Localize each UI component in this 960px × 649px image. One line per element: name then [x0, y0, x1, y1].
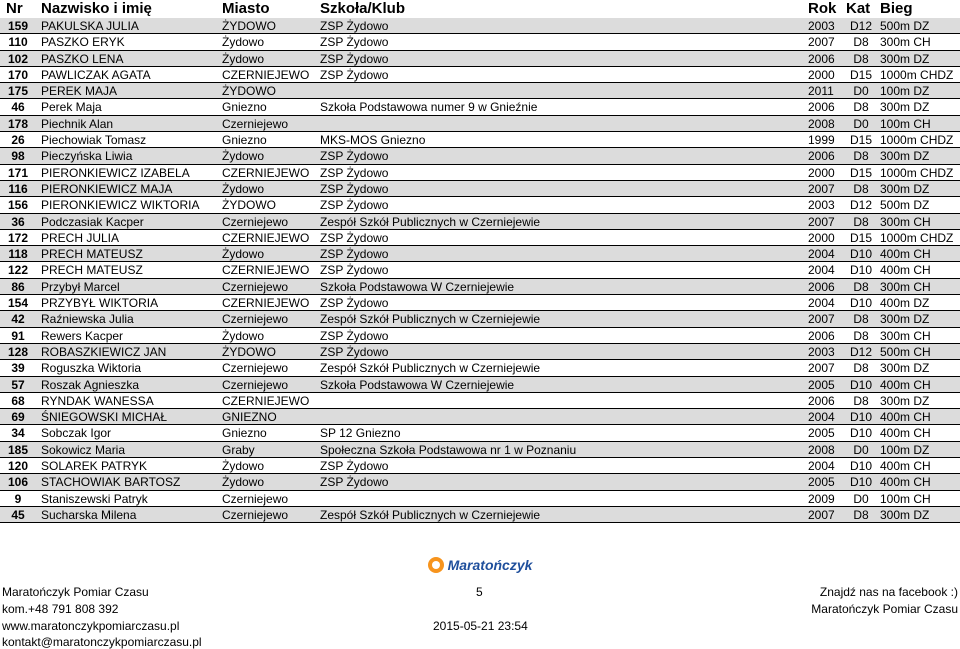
table-row [0, 344, 960, 360]
row-race: 400m CH [880, 459, 931, 474]
table-row [0, 474, 960, 490]
row-club: ZSP Żydowo [320, 198, 389, 213]
row-year: 2000 [808, 230, 835, 245]
row-year: 2007 [808, 181, 835, 196]
header-name: Nazwisko i imię [41, 0, 152, 17]
row-name: Podczasiak Kacper [41, 214, 144, 229]
table-row [0, 230, 960, 246]
row-year: 2007 [808, 361, 835, 376]
footer-page-number: 5 [476, 585, 483, 599]
row-year: 2004 [808, 296, 835, 311]
row-race: 100m DZ [880, 442, 930, 457]
table-row [0, 393, 960, 409]
row-nr: 9 [14, 491, 22, 506]
row-nr: 122 [7, 263, 29, 278]
row-city: Czerniejewo [222, 116, 289, 131]
row-name: Piechnik Alan [41, 116, 114, 131]
row-nr: 172 [7, 230, 29, 245]
row-year: 2007 [808, 214, 835, 229]
row-nr: 91 [11, 328, 25, 343]
row-city: Żydowo [222, 51, 265, 66]
row-city: Żydowo [222, 247, 265, 262]
row-name: PEREK MAJA [41, 84, 118, 99]
table-row [0, 18, 960, 34]
row-name: Pieczyńska Liwia [41, 149, 133, 164]
row-category: D0 [853, 84, 869, 99]
row-club: ZSP Żydowo [320, 19, 389, 33]
row-nr: 156 [7, 198, 29, 213]
row-year: 2008 [808, 442, 835, 457]
row-race: 300m DZ [880, 507, 930, 522]
header-kat: Kat [846, 0, 871, 17]
row-race: 400m CH [880, 426, 931, 441]
row-category: D8 [853, 214, 869, 229]
header-rok: Rok [808, 0, 837, 17]
row-club: Zespół Szkół Publicznych w Czerniejewie [320, 507, 541, 522]
row-nr: 116 [8, 181, 28, 196]
row-club: Szkoła Podstawowa numer 9 w Gnieźnie [320, 100, 538, 115]
row-club: SP 12 Gniezno [320, 426, 401, 441]
table-row [0, 214, 960, 230]
row-year: 2006 [808, 149, 835, 164]
row-city: Żydowo [222, 181, 265, 196]
row-name: PIERONKIEWICZ MAJA [41, 181, 173, 196]
row-race: 400m CH [880, 263, 931, 278]
row-race: 300m CH [880, 214, 931, 229]
row-club: ZSP Żydowo [320, 181, 389, 196]
row-category: D8 [853, 51, 869, 66]
row-category: D15 [849, 230, 872, 245]
row-club: ZSP Żydowo [320, 296, 389, 311]
row-year: 2003 [808, 19, 835, 33]
row-race: 400m CH [880, 475, 931, 490]
footer-website[interactable]: www.maratonczykpomiarczasu.pl [2, 619, 180, 633]
row-year: 2007 [808, 312, 835, 327]
row-city: Czerniejewo [222, 214, 289, 229]
row-city: ŻYDOWO [222, 84, 276, 99]
row-year: 2006 [808, 100, 835, 115]
table-row [0, 295, 960, 311]
row-race: 1000m CHDZ [880, 67, 954, 82]
row-nr: 39 [11, 361, 25, 376]
table-row [0, 83, 960, 99]
row-club: Szkoła Podstawowa W Czerniejewie [320, 377, 515, 392]
row-city: GNIEZNO [222, 410, 277, 425]
table-row [0, 99, 960, 115]
row-category: D8 [853, 328, 869, 343]
row-year: 2008 [808, 116, 835, 131]
row-city: CZERNIEJEWO [222, 263, 310, 278]
row-race: 400m CH [880, 410, 931, 425]
row-nr: 170 [7, 67, 29, 82]
row-race: 300m CH [880, 328, 931, 343]
row-race: 1000m CHDZ [880, 133, 954, 148]
table-row [0, 377, 960, 393]
row-nr: 185 [7, 442, 29, 457]
row-city: Czerniejewo [222, 279, 289, 294]
row-year: 2003 [808, 198, 835, 213]
row-city: CZERNIEJEWO [222, 67, 310, 82]
row-race: 300m CH [880, 35, 931, 50]
row-city: Gniezno [222, 133, 267, 148]
row-nr: 178 [7, 116, 29, 131]
table-row [0, 246, 960, 262]
row-city: CZERNIEJEWO [222, 296, 310, 311]
footer-phone: kom.+48 791 808 392 [2, 602, 119, 616]
row-race: 300m DZ [880, 181, 930, 196]
row-city: Czerniejewo [222, 312, 289, 327]
row-year: 2005 [808, 426, 835, 441]
row-year: 2004 [808, 459, 835, 474]
row-nr: 118 [8, 247, 28, 262]
table-row [0, 181, 960, 197]
row-category: D8 [853, 312, 869, 327]
row-nr: 171 [7, 165, 29, 180]
row-name: Roguszka Wiktoria [41, 361, 142, 376]
header-nr: Nr [6, 0, 23, 17]
row-year: 2000 [808, 165, 835, 180]
row-race: 500m CH [880, 344, 931, 359]
row-name: Przybył Marcel [41, 279, 120, 294]
row-nr: 45 [11, 507, 25, 522]
row-club: Społeczna Szkoła Podstawowa nr 1 w Poznaniu [320, 442, 577, 457]
row-category: D0 [853, 116, 869, 131]
row-club: ZSP Żydowo [320, 165, 389, 180]
row-year: 2004 [808, 263, 835, 278]
row-race: 100m CH [880, 491, 931, 506]
row-name: STACHOWIAK BARTOSZ [41, 475, 181, 490]
table-row [0, 116, 960, 132]
table-row [0, 51, 960, 67]
row-race: 400m CH [880, 377, 931, 392]
row-city: Czerniejewo [222, 491, 289, 506]
row-club: ZSP Żydowo [320, 149, 389, 164]
row-category: D8 [853, 279, 869, 294]
row-club: Zespół Szkół Publicznych w Czerniejewie [320, 312, 541, 327]
row-name: PIERONKIEWICZ WIKTORIA [41, 198, 200, 213]
row-nr: 106 [7, 475, 29, 490]
row-city: ŻYDOWO [222, 344, 276, 359]
row-category: D15 [849, 165, 872, 180]
row-category: D0 [853, 442, 869, 457]
row-nr: 26 [11, 133, 25, 148]
row-race: 1000m CHDZ [880, 165, 954, 180]
row-club: ZSP Żydowo [320, 263, 389, 278]
row-race: 300m DZ [880, 51, 930, 66]
row-race: 500m DZ [880, 19, 930, 33]
row-name: Raźniewska Julia [41, 312, 134, 327]
row-year: 2006 [808, 51, 835, 66]
table-row [0, 279, 960, 295]
table-row [0, 311, 960, 327]
row-year: 1999 [808, 133, 835, 148]
row-city: CZERNIEJEWO [222, 230, 310, 245]
row-name: PAWLICZAK AGATA [41, 67, 151, 82]
row-year: 2005 [808, 475, 835, 490]
row-club: Zespół Szkół Publicznych w Czerniejewie [320, 214, 541, 229]
row-category: D0 [853, 491, 869, 506]
row-club: Szkoła Podstawowa W Czerniejewie [320, 279, 515, 294]
row-name: PRECH MATEUSZ [41, 263, 143, 278]
row-year: 2007 [808, 35, 835, 50]
maratonczyk-logo [420, 552, 540, 578]
row-race: 300m DZ [880, 312, 930, 327]
row-city: CZERNIEJEWO [222, 393, 310, 408]
row-name: Sokowicz Maria [41, 442, 126, 457]
row-club: ZSP Żydowo [320, 459, 389, 474]
row-city: Czerniejewo [222, 507, 289, 522]
row-category: D8 [853, 181, 869, 196]
row-name: SOLAREK PATRYK [41, 459, 148, 474]
row-city: CZERNIEJEWO [222, 165, 310, 180]
page-footer [0, 585, 960, 649]
row-nr: 36 [11, 214, 25, 229]
row-city: Czerniejewo [222, 361, 289, 376]
row-category: D8 [853, 393, 869, 408]
table-row [0, 409, 960, 425]
row-race: 500m DZ [880, 198, 930, 213]
row-city: Żydowo [222, 149, 265, 164]
row-nr: 68 [11, 393, 25, 408]
row-category: D8 [853, 507, 869, 522]
row-city: Gniezno [222, 100, 267, 115]
header-bieg: Bieg [880, 0, 913, 17]
runner-icon [428, 557, 444, 573]
row-category: D12 [849, 344, 872, 359]
table-row [0, 491, 960, 507]
row-race: 400m DZ [880, 296, 930, 311]
row-category: D10 [849, 410, 872, 425]
row-nr: 57 [11, 377, 25, 392]
row-name: Sucharska Milena [41, 507, 137, 522]
row-nr: 154 [7, 296, 29, 311]
row-year: 2000 [808, 67, 835, 82]
row-name: ŚNIEGOWSKI MICHAŁ [41, 410, 168, 425]
row-name: Staniszewski Patryk [41, 491, 148, 506]
row-category: D8 [853, 35, 869, 50]
row-city: Czerniejewo [222, 377, 289, 392]
row-city: Żydowo [222, 475, 265, 490]
row-club: ZSP Żydowo [320, 344, 389, 359]
row-year: 2007 [808, 507, 835, 522]
header-club: Szkoła/Klub [320, 0, 406, 17]
row-year: 2006 [808, 393, 835, 408]
row-city: Graby [222, 442, 255, 457]
table-row [0, 148, 960, 164]
row-race: 100m CH [880, 116, 931, 131]
row-race: 100m DZ [880, 84, 930, 99]
row-name: PIERONKIEWICZ IZABELA [41, 165, 190, 180]
row-club: ZSP Żydowo [320, 475, 389, 490]
row-club: ZSP Żydowo [320, 328, 389, 343]
row-category: D10 [849, 459, 872, 474]
row-race: 400m CH [880, 247, 931, 262]
row-club: ZSP Żydowo [320, 230, 389, 245]
row-name: RYNDAK WANESSA [41, 393, 154, 408]
row-name: PASZKO LENA [41, 51, 124, 66]
row-year: 2004 [808, 247, 835, 262]
row-club: ZSP Żydowo [320, 35, 389, 50]
table-row [0, 132, 960, 148]
row-nr: 175 [7, 84, 29, 99]
row-city: ŻYDOWO [222, 198, 276, 213]
row-city: Żydowo [222, 459, 265, 474]
row-category: D8 [853, 149, 869, 164]
row-year: 2003 [808, 344, 835, 359]
row-year: 2009 [808, 491, 835, 506]
table-row [0, 34, 960, 50]
row-race: 300m DZ [880, 149, 930, 164]
row-club: ZSP Żydowo [320, 247, 389, 262]
row-nr: 69 [11, 410, 25, 425]
row-city: Żydowo [222, 328, 265, 343]
row-race: 1000m CHDZ [880, 230, 954, 245]
row-nr: 159 [7, 19, 29, 33]
table-header [0, 0, 960, 18]
row-name: Rewers Kacper [41, 328, 124, 343]
row-year: 2006 [808, 279, 835, 294]
footer-company: Maratończyk Pomiar Czasu [2, 585, 149, 599]
row-category: D15 [849, 133, 872, 148]
table-row [0, 507, 960, 523]
row-category: D8 [853, 100, 869, 115]
row-nr: 86 [11, 279, 25, 294]
row-category: D8 [853, 361, 869, 376]
row-category: D10 [849, 247, 872, 262]
row-year: 2004 [808, 410, 835, 425]
row-category: D15 [849, 67, 872, 82]
table-row [0, 425, 960, 441]
row-race: 300m DZ [880, 393, 930, 408]
table-row [0, 197, 960, 213]
row-nr: 128 [7, 344, 29, 359]
results-table [0, 18, 960, 523]
row-city: Żydowo [222, 35, 265, 50]
row-name: PRZYBYŁ WIKTORIA [41, 296, 159, 311]
row-category: D12 [849, 19, 872, 33]
row-nr: 98 [11, 149, 25, 164]
row-name: Sobczak Igor [41, 426, 112, 441]
row-name: PASZKO ERYK [41, 35, 125, 50]
row-race: 300m CH [880, 279, 931, 294]
row-category: D10 [849, 377, 872, 392]
row-club: ZSP Żydowo [320, 67, 389, 82]
logo-text: Maratończyk [447, 557, 533, 573]
row-name: PAKULSKA JULIA [41, 19, 139, 33]
footer-facebook-text: Znajdź nas na facebook :) [819, 585, 958, 599]
row-city: ŻYDOWO [222, 19, 276, 33]
row-year: 2011 [808, 84, 834, 99]
table-row [0, 262, 960, 278]
row-nr: 46 [11, 100, 25, 115]
row-name: ROBASZKIEWICZ JAN [41, 344, 167, 359]
row-category: D10 [849, 426, 872, 441]
row-club: ZSP Żydowo [320, 51, 389, 66]
row-name: Perek Maja [41, 100, 102, 115]
row-race: 300m DZ [880, 361, 930, 376]
row-nr: 42 [11, 312, 25, 327]
table-row [0, 360, 960, 376]
row-nr: 34 [11, 426, 25, 441]
row-name: PRECH JULIA [41, 230, 120, 245]
row-category: D10 [849, 475, 872, 490]
footer-facebook-page[interactable]: Maratończyk Pomiar Czasu [811, 602, 958, 616]
row-name: PRECH MATEUSZ [41, 247, 143, 262]
header-city: Miasto [222, 0, 270, 17]
row-name: Roszak Agnieszka [41, 377, 140, 392]
row-name: Piechowiak Tomasz [41, 133, 147, 148]
table-row [0, 442, 960, 458]
row-category: D10 [849, 263, 872, 278]
row-club: MKS-MOS Gniezno [320, 133, 426, 148]
footer-email[interactable]: kontakt@maratonczykpomiarczasu.pl [2, 635, 202, 649]
row-nr: 110 [8, 35, 28, 50]
footer-datetime: 2015-05-21 23:54 [433, 619, 528, 633]
table-row [0, 67, 960, 83]
table-row [0, 328, 960, 344]
row-category: D10 [849, 296, 872, 311]
table-row [0, 165, 960, 181]
row-nr: 102 [7, 51, 29, 66]
row-year: 2005 [808, 377, 835, 392]
row-city: Gniezno [222, 426, 267, 441]
table-row [0, 458, 960, 474]
row-club: Zespół Szkół Publicznych w Czerniejewie [320, 361, 541, 376]
row-category: D12 [849, 198, 872, 213]
row-year: 2006 [808, 328, 835, 343]
row-race: 300m DZ [880, 100, 930, 115]
row-nr: 120 [7, 459, 29, 474]
